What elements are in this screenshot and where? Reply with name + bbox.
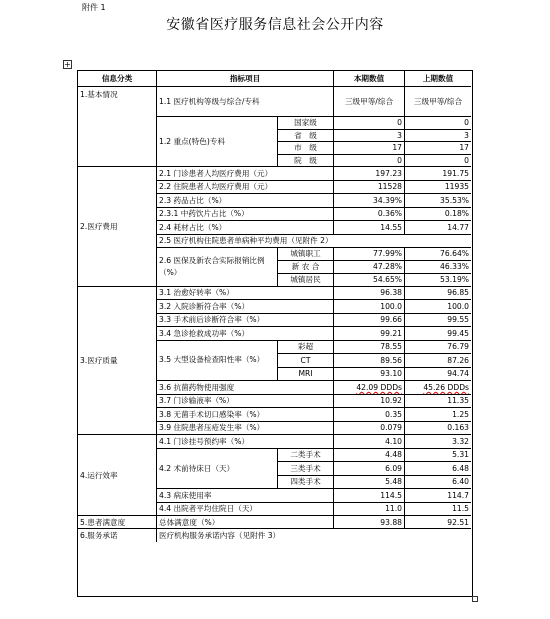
value-current: 6.09	[334, 462, 405, 476]
attachment-label: 附件 1	[82, 3, 106, 12]
indicator-label: 总体满意度（%）	[157, 516, 334, 529]
value-current: 93.88	[334, 516, 405, 529]
indicator-label: 3.5 大型设备检查阳性率（%）	[157, 341, 278, 382]
value-current: 11.0	[334, 503, 405, 517]
indicator-label: 4.2 术前待床日（天）	[157, 449, 278, 490]
section-commitment: 6.服务承诺	[78, 529, 157, 542]
value-current: 54.65%	[334, 274, 405, 287]
value-current: 17	[334, 142, 405, 155]
value-previous: 87.26	[405, 354, 471, 368]
sub-label: 院 级	[278, 155, 334, 168]
value-current: 0.079	[334, 422, 405, 436]
value-current: 14.55	[334, 221, 405, 235]
value-previous: 1.25	[405, 408, 471, 422]
value-previous: 14.77	[405, 221, 471, 235]
value-previous: 11935	[405, 181, 471, 195]
sub-label: 二类手术	[278, 449, 334, 463]
value-current: 11528	[334, 181, 405, 195]
value-current: 0.35	[334, 408, 405, 422]
value-current: 0.36%	[334, 208, 405, 222]
sub-label: 彩超	[278, 341, 334, 355]
value-previous: 6.48	[405, 462, 471, 476]
value-current: 0	[334, 117, 405, 130]
indicator-label: 3.7 门诊输液率（%）	[157, 395, 334, 409]
value-previous: 76.79	[405, 341, 471, 355]
indicator-label: 3.3 手术前后诊断符合率（%）	[157, 314, 334, 328]
value-previous: 99.55	[405, 314, 471, 328]
value-previous: 191.75	[405, 167, 471, 181]
value-previous: 46.33%	[405, 261, 471, 274]
value-current: 99.21	[334, 327, 405, 341]
value-previous: 0	[405, 117, 471, 130]
indicator-label: 3.6 抗菌药物使用强度	[157, 381, 334, 395]
header-current: 本期数值	[334, 71, 405, 87]
indicator-label: 1.2 重点(特色)专科	[157, 117, 278, 167]
value-current: 4.48	[334, 449, 405, 463]
value-current: 78.55	[334, 341, 405, 355]
header-category: 信息分类	[78, 71, 157, 87]
value-previous: 三级甲等/综合	[405, 87, 471, 117]
indicator-label: 1.1 医疗机构等级与综合/专科	[157, 87, 334, 117]
value-previous	[405, 381, 471, 395]
sub-label: MRI	[278, 368, 334, 382]
value-current: 96.38	[334, 287, 405, 301]
value-current: 114.5	[334, 489, 405, 503]
value-previous: 99.45	[405, 327, 471, 341]
value-previous: 92.51	[405, 516, 471, 529]
indicator-label: 2.6 医保及新农合实际报销比例（%）	[157, 248, 278, 287]
value-previous: 3.32	[405, 435, 471, 449]
indicator-label: 4.1 门诊挂号预约率（%）	[157, 435, 334, 449]
indicator-label: 3.2 入院诊断符合率（%）	[157, 300, 334, 314]
indicator-label: 3.8 无菌手术切口感染率（%）	[157, 408, 334, 422]
value-previous: 11.35	[405, 395, 471, 409]
value-previous: 94.74	[405, 368, 471, 382]
value-previous: 0.18%	[405, 208, 471, 222]
section-cost: 2.医疗费用	[78, 167, 157, 287]
value-previous: 53.19%	[405, 274, 471, 287]
commitment-link[interactable]: 医疗机构服务承诺内容（见附件 3）	[159, 531, 281, 540]
sub-label: 国家级	[278, 117, 334, 130]
value-current: 197.23	[334, 167, 405, 181]
indicator-label: 2.1 门诊患者人均医疗费用（元）	[157, 167, 334, 181]
value-previous: 0	[405, 155, 471, 168]
value-previous: 100.0	[405, 300, 471, 314]
value-current: 77.99%	[334, 248, 405, 261]
value-previous: 96.85	[405, 287, 471, 301]
indicator-label: 3.9 住院患者压疮发生率（%）	[157, 422, 334, 436]
sub-label: 市 级	[278, 142, 334, 155]
indicator-label: 3.4 急诊抢救成功率（%）	[157, 327, 334, 341]
sub-label: 三类手术	[278, 462, 334, 476]
sub-label: CT	[278, 354, 334, 368]
value-current: 34.39%	[334, 194, 405, 208]
value-previous: 3	[405, 130, 471, 143]
value-previous: 76.64%	[405, 248, 471, 261]
section-basic: 1.基本情况	[78, 87, 157, 167]
value-current: 3	[334, 130, 405, 143]
value-current: 89.56	[334, 354, 405, 368]
value-current: 100.0	[334, 300, 405, 314]
indicator-label: 4.4 出院者平均住院日（天）	[157, 503, 334, 517]
indicator-label: 3.1 治愈好转率（%）	[157, 287, 334, 301]
value-current: 93.10	[334, 368, 405, 382]
value-current: 0	[334, 155, 405, 168]
value-previous: 6.40	[405, 476, 471, 490]
section-efficiency: 4.运行效率	[78, 435, 157, 516]
indicator-label: 2.4 耗材占比（%）	[157, 221, 334, 235]
value-text: 45.26 DDDs	[423, 382, 469, 392]
value-current: 47.28%	[334, 261, 405, 274]
value-current: 5.48	[334, 476, 405, 490]
value-text: 42.09 DDDs	[356, 382, 402, 392]
table-resize-handle-icon[interactable]	[472, 596, 478, 602]
value-current: 10.92	[334, 395, 405, 409]
table-move-handle-icon[interactable]: +	[64, 60, 71, 69]
indicator-label: 4.3 病床使用率	[157, 489, 334, 503]
indicator-label: 2.2 住院患者人均医疗费用（元）	[157, 181, 334, 195]
section-satisfaction: 5.患者满意度	[78, 516, 157, 529]
value-previous: 5.31	[405, 449, 471, 463]
sub-label: 四类手术	[278, 476, 334, 490]
value-current: 三级甲等/综合	[334, 87, 405, 117]
sub-label: 城镇职工	[278, 248, 334, 261]
sub-label: 省 级	[278, 130, 334, 143]
header-previous: 上期数值	[405, 71, 471, 87]
value-current: 99.66	[334, 314, 405, 328]
single-disease-link[interactable]: 2.5 医疗机构住院患者单病种平均费用（见附件 2）	[157, 235, 471, 248]
indicator-label: 2.3 药品占比（%）	[157, 194, 334, 208]
value-previous: 0.163	[405, 422, 471, 436]
value-current: 4.10	[334, 435, 405, 449]
value-previous: 114.7	[405, 489, 471, 503]
indicator-label: 2.3.1 中药饮片占比（%）	[157, 208, 334, 222]
value-previous: 17	[405, 142, 471, 155]
value-previous: 35.53%	[405, 194, 471, 208]
sub-label: 新 农 合	[278, 261, 334, 274]
header-indicator: 指标项目	[157, 71, 334, 87]
sub-label: 城镇居民	[278, 274, 334, 287]
info-table	[77, 70, 473, 597]
value-previous: 11.5	[405, 503, 471, 517]
value-current	[334, 381, 405, 395]
page-title: 安徽省医疗服务信息社会公开内容	[166, 17, 384, 33]
section-quality: 3.医疗质量	[78, 287, 157, 436]
